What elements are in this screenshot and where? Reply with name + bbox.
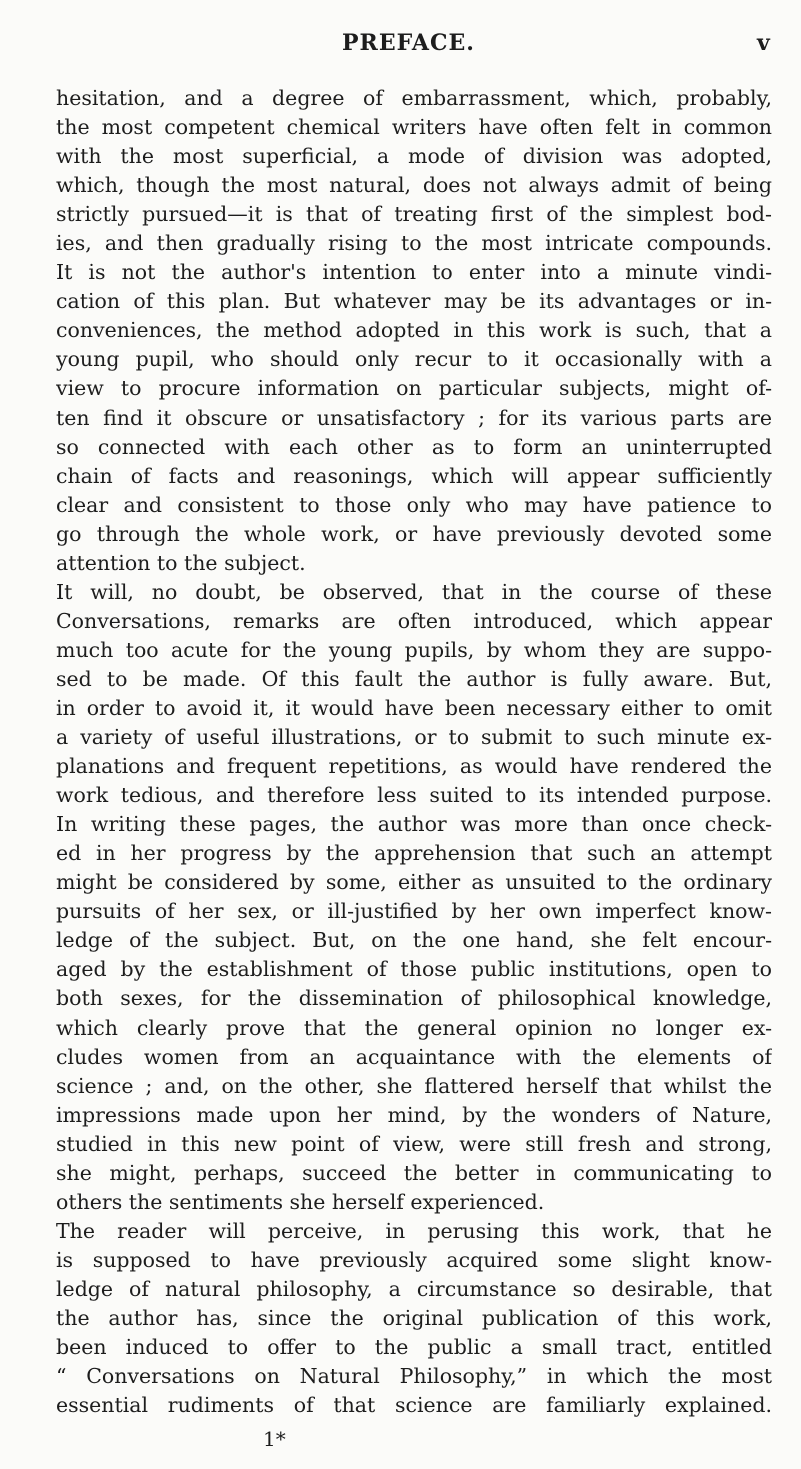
text-line: been induced to offer to the public a small tract, entitled — [56, 1335, 772, 1360]
text-line: The reader will perceive, in perusing this work, that he — [56, 1218, 772, 1243]
text-line: chain of facts and reasonings, which will appear sufficiently — [56, 463, 772, 488]
text-line: It is not the author's intention to enter into a minute vindi- — [56, 260, 772, 285]
text-line: a variety of useful illustrations, or to submit to such minute ex- — [56, 725, 772, 750]
text-line: is supposed to have previously acquired some slight know- — [56, 1247, 772, 1272]
text-line: ledge of the subject. But, on the one hand, she felt encour- — [56, 928, 772, 953]
text-line: which clearly prove that the general opinion no longer ex- — [56, 1015, 772, 1040]
text-line: impressions made upon her mind, by the wonders of Nature, — [56, 1102, 772, 1127]
text-line: view to procure information on particular subjects, might of- — [56, 376, 772, 401]
text-line: might be considered by some, either as unsuited to the ordinary — [56, 870, 772, 895]
text-line: much too acute for the young pupils, by whom they are suppo- — [56, 637, 772, 662]
text-line: which, though the most natural, does not always admit of being — [56, 173, 772, 198]
running-head — [0, 22, 801, 62]
text-line: in order to avoid it, it would have been necessary either to omit — [56, 695, 772, 720]
page-number: v — [757, 30, 770, 56]
text-line: ledge of natural philosophy, a circumstance so desirable, that — [56, 1276, 772, 1301]
text-line: so connected with each other as to form an uninterrupted — [56, 434, 772, 459]
text-line: the author has, since the original publication of this work, — [56, 1305, 772, 1330]
text-line: studied in this new point of view, were still fresh and strong, — [56, 1131, 772, 1156]
text-line: both sexes, for the dissemination of philosophical knowledge, — [56, 986, 772, 1011]
text-line: ed in her progress by the apprehension that such an attempt — [56, 841, 772, 866]
text-line: pursuits of her sex, or ill-justified by her own imperfect know- — [56, 899, 772, 924]
text-line: clear and consistent to those only who may have patience to — [56, 492, 772, 517]
paragraph-end-line: attention to the subject. — [56, 550, 306, 575]
text-line: science ; and, on the other, she flattered herself that whilst the — [56, 1073, 772, 1098]
text-line: young pupil, who should only recur to it occasionally with a — [56, 347, 772, 372]
text-line: with the most superficial, a mode of division was adopted, — [56, 144, 772, 169]
text-line: go through the whole work, or have previously devoted some — [56, 521, 772, 546]
text-line: In writing these pages, the author was more than once check- — [56, 812, 772, 837]
paragraph-end-line: others the sentiments she herself experienced. — [56, 1189, 545, 1214]
text-line: It will, no doubt, be observed, that in the course of these — [56, 579, 772, 604]
preface-body-text — [56, 84, 772, 1420]
text-line: ies, and then gradually rising to the most intricate compounds. — [56, 231, 772, 256]
text-line: cludes women from an acquaintance with the elements of — [56, 1044, 772, 1069]
printer-signature-mark: 1* — [263, 1427, 286, 1451]
text-line: work tedious, and therefore less suited to its intended purpose. — [56, 783, 772, 808]
text-line: conveniences, the method adopted in this work is such, that a — [56, 318, 772, 343]
text-line: hesitation, and a degree of embarrassment, which, probably, — [56, 86, 772, 110]
text-line: ten find it obscure or unsatisfactory ; for its various parts are — [56, 405, 772, 430]
text-line: “ Conversations on Natural Philosophy,” in which the most — [56, 1364, 772, 1389]
text-line: cation of this plan. But whatever may be its advantages or in- — [56, 289, 772, 314]
text-line: Conversations, remarks are often introduced, which appear — [56, 608, 772, 633]
text-line: essential rudiments of that science are familiarly explained. — [56, 1393, 772, 1418]
text-line: she might, perhaps, succeed the better in communicating to — [56, 1160, 772, 1185]
text-line: aged by the establishment of those public institutions, open to — [56, 957, 772, 982]
text-line: sed to be made. Of this fault the author is fully aware. But, — [56, 666, 772, 691]
text-line: the most competent chemical writers have often felt in common — [56, 115, 772, 140]
text-line: strictly pursued—it is that of treating first of the simplest bod- — [56, 202, 772, 227]
running-head-title: PREFACE. — [342, 30, 475, 56]
text-line: planations and frequent repetitions, as would have rendered the — [56, 754, 772, 779]
